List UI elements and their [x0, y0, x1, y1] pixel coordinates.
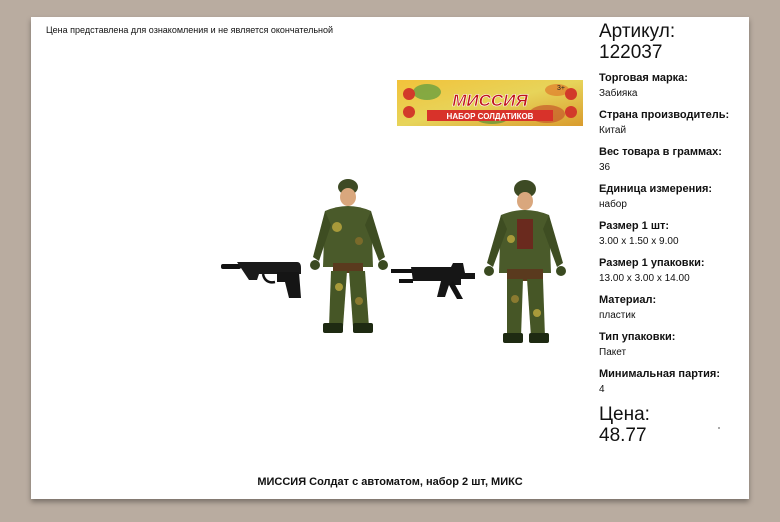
spec-value-min-order: 4 — [599, 384, 605, 395]
spec-label-package-type: Тип упаковки: — [599, 331, 676, 343]
price-notice: Цена представлена для ознакомления и не является окончательной — [46, 25, 334, 35]
spec-value-package-size: 13.00 x 3.00 x 14.00 — [599, 273, 690, 284]
spec-label-weight: Вес товара в граммах: — [599, 146, 722, 158]
product-specs — [599, 21, 749, 446]
spec-value-brand: Забияка — [599, 88, 638, 99]
spec-label-brand: Торговая марка: — [599, 72, 688, 84]
price-block — [599, 404, 749, 446]
product-sheet — [31, 17, 749, 499]
spec-value-weight: 36 — [599, 162, 611, 173]
product-caption: МИССИЯ Солдат с автоматом, набор 2 шт, МИКС — [257, 476, 523, 488]
article-value: 122037 — [599, 42, 663, 63]
banner-title: МИССИЯ — [452, 91, 528, 110]
soldier-figure-2 — [477, 179, 573, 345]
spec-value-package-type: Пакет — [599, 347, 627, 358]
price-label: Цена: — [599, 404, 650, 425]
spec-label-unit: Единица измерения: — [599, 183, 713, 195]
package-banner — [397, 80, 583, 126]
spec-value-country: Китай — [599, 125, 627, 136]
spec-label-country: Страна производитель: — [599, 109, 730, 121]
banner-age: 3+ — [557, 85, 565, 92]
spec-label-package-size: Размер 1 упаковки: — [599, 257, 705, 269]
stray-dot — [718, 427, 720, 429]
banner-subtitle: НАБОР СОЛДАТИКОВ — [446, 112, 534, 121]
spec-label-item-size: Размер 1 шт: — [599, 220, 670, 232]
spec-label-min-order: Минимальная партия: — [599, 368, 720, 380]
spec-value-item-size: 3.00 x 1.50 x 9.00 — [599, 236, 679, 247]
spec-label-material: Материал: — [599, 294, 657, 306]
rifle-image — [391, 263, 477, 305]
spec-value-unit: набор — [599, 199, 627, 210]
price-value: 48.77 — [599, 425, 647, 446]
pistol-image — [219, 260, 305, 302]
article-label: Артикул: — [599, 21, 676, 42]
soldier-figure-1 — [303, 177, 393, 337]
spec-value-material: пластик — [599, 310, 636, 321]
